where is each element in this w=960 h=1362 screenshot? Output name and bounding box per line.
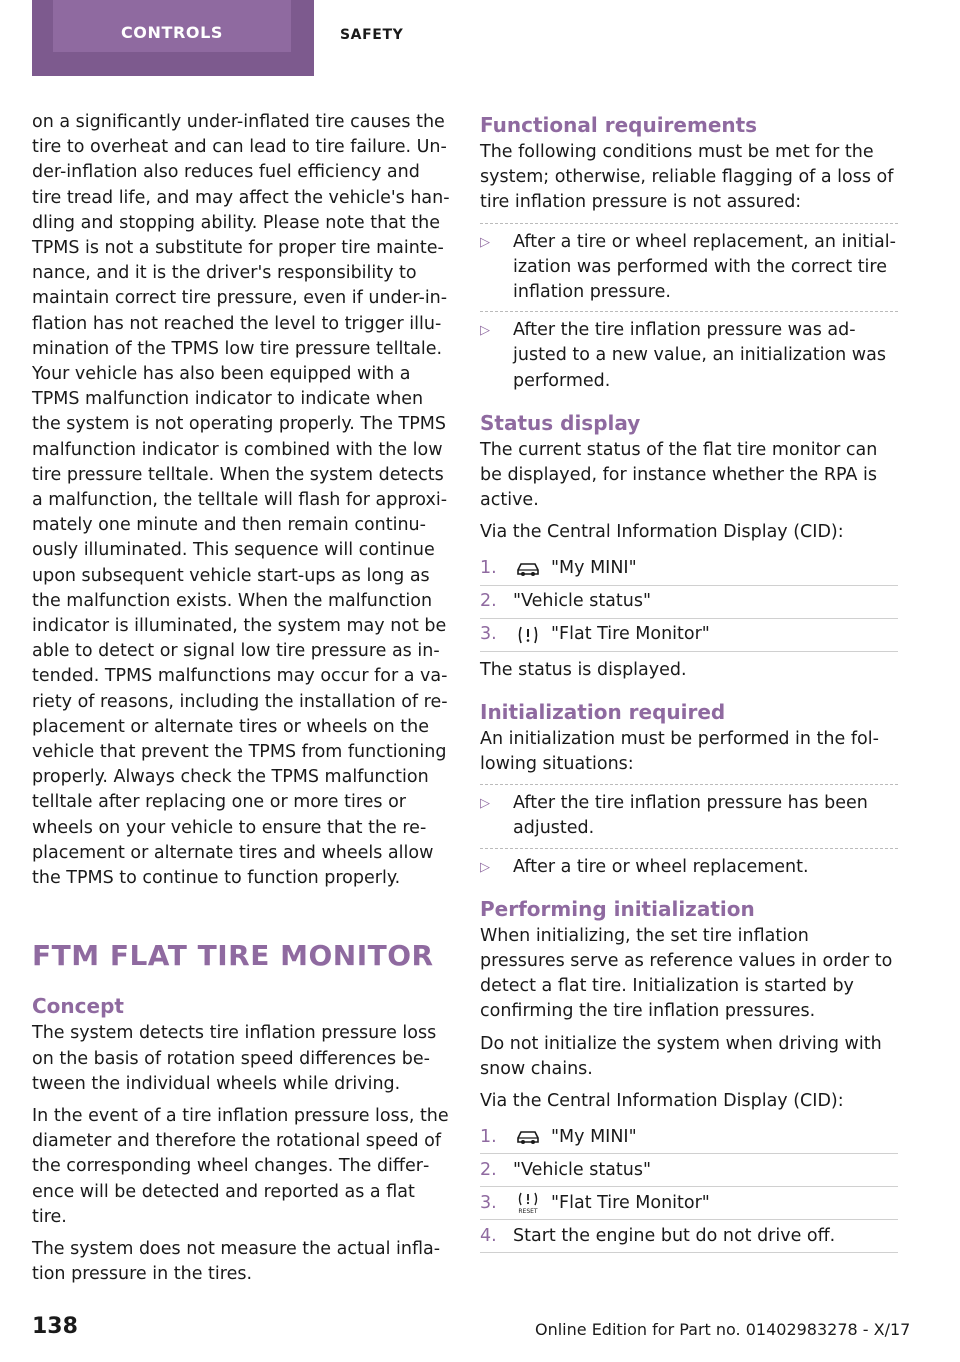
list-item xyxy=(480,619,898,652)
list-item xyxy=(480,1187,898,1220)
status-result-text: The status is displayed. xyxy=(480,659,687,680)
tpms-paragraph: on a significantly under-inflated tire causes the tire to overheat and can lead to tire failure. Under-inflation also reduces fuel efficiency and tire tread life, and may affect the vehicle's handling and stopping ability. Please note that the TPMS is not a substitute for proper tire maintenance, and it is the driver's responsibility to maintain correct tire pressure, even if under-inflation has not reached the level to trigger illumination of the TPMS low tire pressure telltale. Your vehicle has also been equipped with a TPMS malfunction indicator to indicate when the system is not operating properly. The TPMS malfunction indicator is combined with the low tire pressure telltale. When the system detects a malfunction, the telltale will flash for approximately one minute and then remain continuously illuminated. This sequence will continue upon subsequent vehicle start-ups as long as the malfunction exists. When the malfunction indicator is illuminated, the system may not be able to detect or signal low tire pressure as intended. TPMS malfunctions may occur for a variety of reasons, including the installation of replacement or alternate tires or wheels on the vehicle that prevent the TPMS from functioning properly. Always check the TPMS malfunction telltale after replacing one or more tires or wheels on your vehicle to ensure that the replacement or alternate tires and wheels allow the TPMS to continue to function properly. xyxy=(32,112,450,889)
tire-warning-icon xyxy=(513,625,543,645)
list-item xyxy=(480,311,898,394)
list-item xyxy=(480,1121,898,1154)
bullet-text: After the tire inflation pressure has been adjusted. xyxy=(513,793,868,839)
right-column xyxy=(480,110,898,1259)
step-number: 3. xyxy=(480,624,497,645)
step-text: Start the engine but do not drive off. xyxy=(513,1225,836,1246)
list-item xyxy=(480,848,898,880)
bullet-marker-icon: ▷ xyxy=(480,796,490,812)
status-display-heading: Status display xyxy=(480,410,641,435)
list-item xyxy=(480,1154,898,1187)
tire-reset-icon xyxy=(513,1193,543,1213)
car-icon xyxy=(513,559,543,579)
list-item xyxy=(480,586,898,619)
bullet-marker-icon: ▷ xyxy=(480,323,490,339)
page-number: 138 xyxy=(32,1314,78,1339)
step-number: 4. xyxy=(480,1225,497,1246)
concept-paragraph-1: The system detects tire inflation pressure loss on the basis of rotation speed differences between the individual wheels while driving. xyxy=(32,1023,437,1094)
functional-requirements-heading: Functional requirements xyxy=(480,113,758,137)
step-text: "My MINI" xyxy=(551,558,637,579)
performing-via-text: Via the Central Information Display (CID): xyxy=(480,1091,844,1112)
initialization-required-paragraph: An initialization must be performed in the following situations: xyxy=(480,728,879,775)
section-heading-ftm: FTM FLAT TIRE MONITOR xyxy=(32,939,434,973)
status-paragraph: The current status of the flat tire monitor can be displayed, for instance whether the RPA is active. xyxy=(480,439,878,511)
list-item xyxy=(480,1220,898,1253)
concept-heading: Concept xyxy=(32,994,124,1019)
step-number: 3. xyxy=(480,1192,497,1213)
reset-icon-label: RESET xyxy=(518,1208,538,1215)
car-icon xyxy=(513,1127,543,1147)
functional-requirements-intro: The following conditions must be met for the system; otherwise, reliable flagging of a loss of tire inflation pressure is not assured: xyxy=(480,142,894,213)
step-text: "Flat Tire Monitor" xyxy=(551,624,710,645)
step-text: "Vehicle status" xyxy=(513,1159,652,1180)
bullet-marker-icon: ▷ xyxy=(480,859,490,875)
edition-note: Online Edition for Part no. 01402983278 - X/17 xyxy=(535,1320,911,1339)
step-number: 1. xyxy=(480,558,497,579)
perform-steps-list xyxy=(480,1121,898,1253)
step-number: 2. xyxy=(480,591,497,612)
bullet-text: After the tire inflation pressure was adjusted to a new value, an initialization was performed. xyxy=(513,320,886,391)
bullet-text: After a tire or wheel replacement, an initialization was performed with the correct tire inflation pressure. xyxy=(513,231,896,303)
bullet-marker-icon: ▷ xyxy=(480,234,490,250)
step-number: 2. xyxy=(480,1159,497,1180)
left-column xyxy=(32,110,450,1294)
performing-paragraph-1: When initializing, the set tire inflation pressures serve as reference values in order to detect a flat tire. Initialization is started by confirming the tire inflation pressures. xyxy=(480,925,893,1022)
tab-controls: CONTROLS xyxy=(120,23,224,42)
list-item xyxy=(480,223,898,306)
concept-paragraph-3: The system does not measure the actual inflation pressure in the tires. xyxy=(32,1238,441,1285)
step-text: "Vehicle status" xyxy=(513,591,652,612)
bullet-text: After a tire or wheel replacement. xyxy=(513,856,809,877)
step-number: 1. xyxy=(480,1126,497,1147)
performing-paragraph-2: Do not initialize the system when driving with snow chains. xyxy=(480,1033,882,1079)
status-steps-list xyxy=(480,553,898,652)
step-text: "Flat Tire Monitor" xyxy=(551,1192,710,1213)
status-via-text: Via the Central Information Display (CID): xyxy=(480,522,844,543)
list-item xyxy=(480,784,898,841)
concept-paragraph-2: In the event of a tire inflation pressure loss, the diameter and therefore the rotational speed of the corresponding wheel changes. The difference will be detected and reported as a flat tire. xyxy=(32,1105,449,1227)
list-item xyxy=(480,553,898,586)
step-text: "My MINI" xyxy=(551,1126,637,1147)
performing-initialization-heading: Performing initialization xyxy=(480,896,755,921)
tab-safety: SAFETY xyxy=(340,27,404,43)
initialization-required-heading: Initialization required xyxy=(480,699,726,724)
